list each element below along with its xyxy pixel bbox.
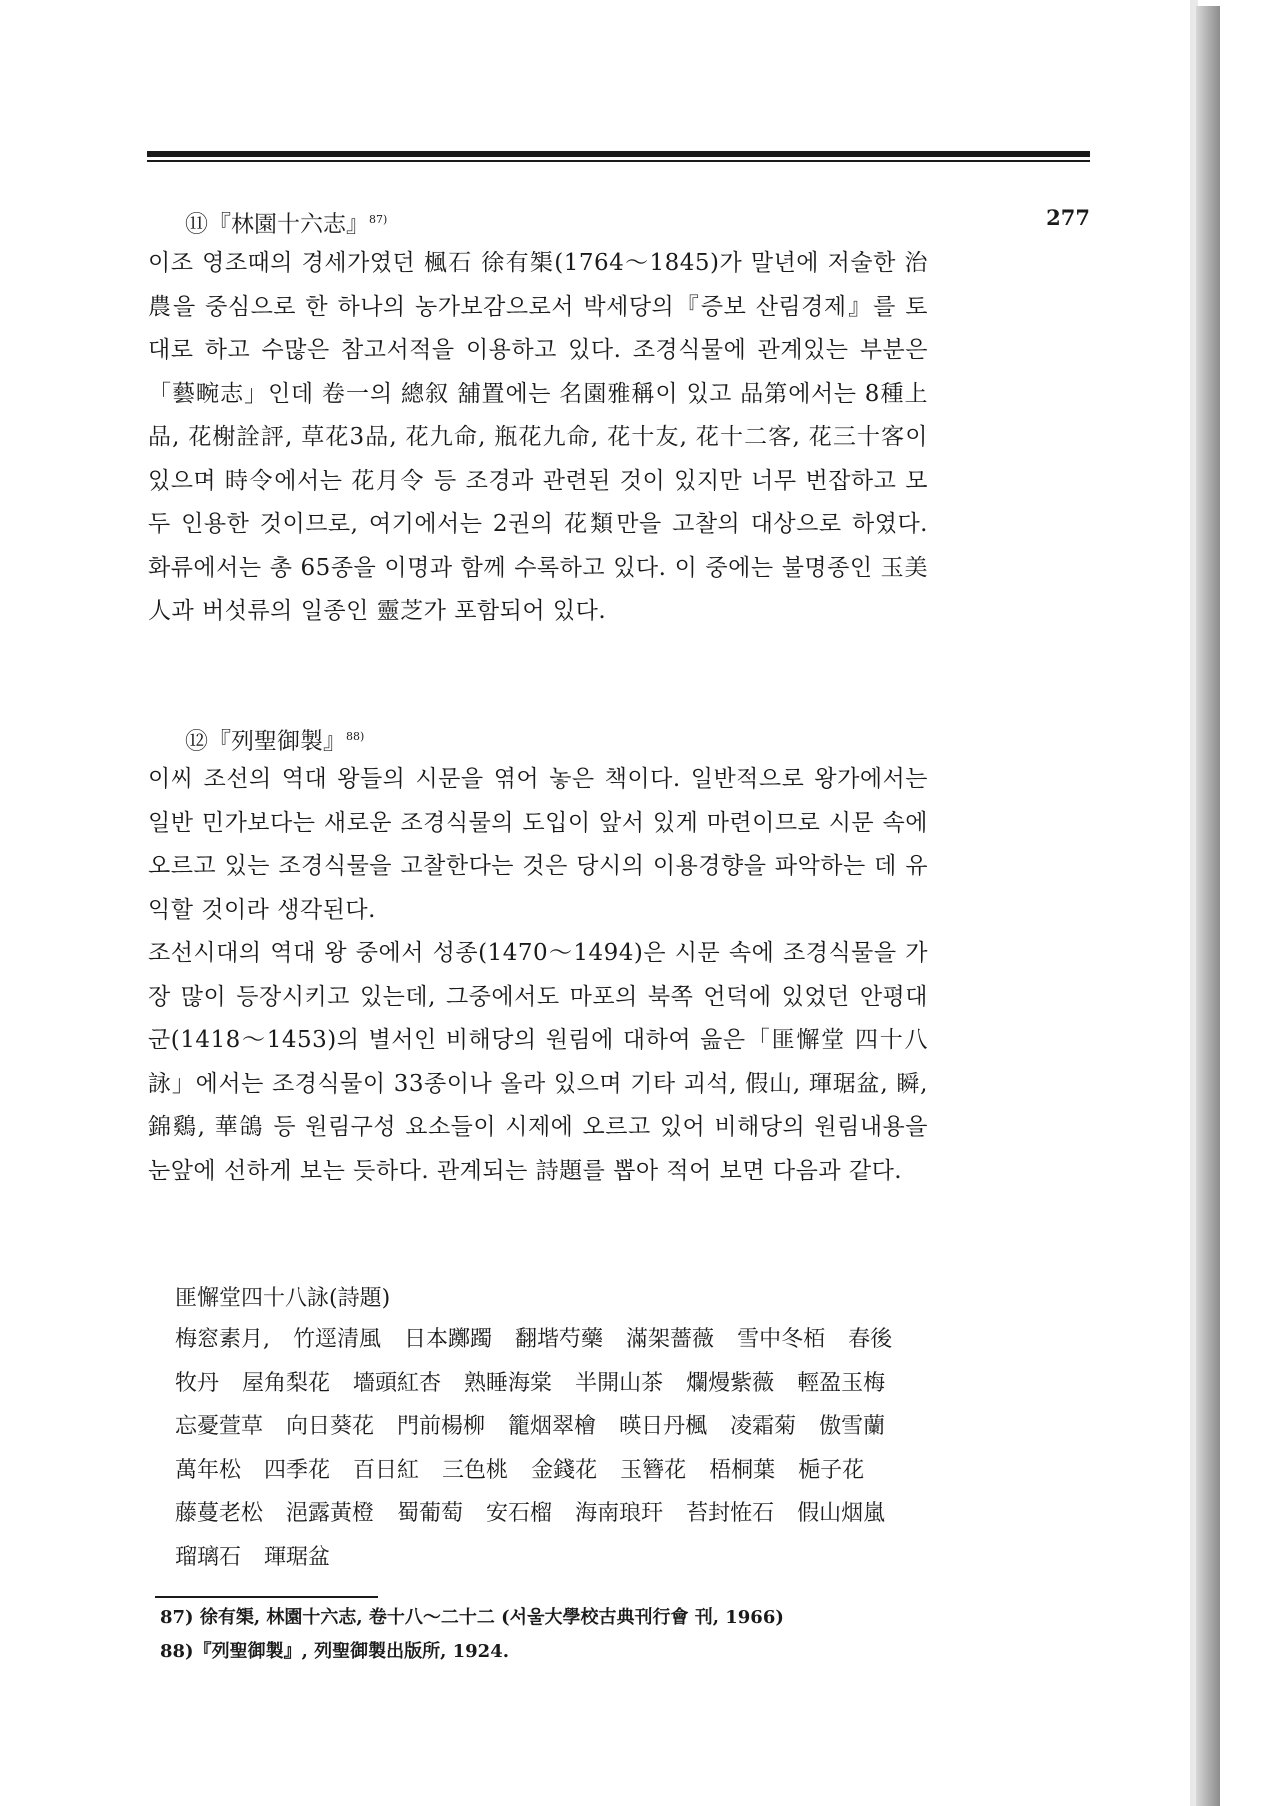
poem-title-item: 屋角梨花 <box>242 1370 331 1396</box>
poem-title-item: 滿架薔薇 <box>626 1327 715 1352</box>
poem-title-item: 玉簪花 <box>620 1457 687 1483</box>
poem-title-item: 四季花 <box>264 1457 331 1483</box>
poem-title-item: 琿琚盆 <box>264 1544 331 1570</box>
poem-title-item: 蜀葡萄 <box>397 1501 464 1526</box>
poem-title-item: 雪中冬栢 <box>737 1327 826 1352</box>
poem-title-item: 門前楊柳 <box>397 1414 486 1439</box>
poem-title-item: 翻堦芍藥 <box>515 1327 604 1352</box>
header-rule-thick <box>147 151 1090 157</box>
poem-title-item: 暎日丹楓 <box>619 1414 708 1439</box>
section-12-paragraph-2: 조선시대의 역대 왕 중에서 성종(1470～1494)은 시문 속에 조경식물을 가장 많이 등장시키고 있는데, 그중에서도 마포의 북쪽 언덕에 있었던 안평대군(1418～1453)의 별서인 비해당의 원림에 대하여 읊은「匪懈堂 四十八詠」에서는 조경식물이 33종이나 올라 있으며 기타 괴석, 假山, 琿琚盆, 瞬, 錦鷄, 華鴿 등 원림구성 요소들이 시제에 오르고 있어 비해당의 원림내용을 눈앞에 선하게 보는 듯하다. 관계되는 詩題를 뽑아 적어 보면 다음과 같다. <box>148 940 928 1184</box>
poem-title-item: 日本躑躅 <box>404 1327 493 1352</box>
poem-title-item: 萬年松 <box>175 1457 242 1483</box>
footnote-ref-88: 88) <box>346 730 365 743</box>
poem-title-item: 浥露黃橙 <box>286 1501 375 1526</box>
footnote-88: 88)『列聖御製』, 列聖御製出版所, 1924. <box>160 1641 509 1662</box>
poem-title-item: 忘憂萱草 <box>175 1414 264 1439</box>
section-12-heading <box>185 722 364 757</box>
poem-title-item: 梅窓素月, <box>175 1327 270 1352</box>
section-11-paragraph: 이조 영조때의 경세가였던 楓石 徐有榘(1764～1845)가 말년에 저술한 治農을 중심으로 한 하나의 농가보감으로서 박세당의『증보 산림경제』를 토대로 하고 수많은 참고서적을 이용하고 있다. 조경식물에 관계있는 부분은「藝畹志」인데 卷一의 總叙 舖置에는 名園雅稱이 있고 品第에서는 8種上品, 花榭詮評, 草花3品, 花九命, 瓶花九命, 花十友, 花十二客, 花三十客이 있으며 時令에서는 花月令 등 조경과 관련된 것이 있지만 너무 번잡하고 모두 인용한 것이므로, 여기에서는 2권의 花類만을 고찰의 대상으로 하였다. 화류에서는 총 65종을 이명과 함께 수록하고 있다. 이 중에는 불명종인 玉美人과 버섯류의 일종인 靈芝가 포함되어 있다. <box>148 250 928 624</box>
poem-title-item: 籠烟翠檜 <box>508 1414 597 1439</box>
poem-title-item: 墻頭紅杏 <box>353 1370 442 1396</box>
poem-title-item: 三色桃 <box>442 1457 509 1483</box>
poem-title-item: 熟睡海棠 <box>464 1370 553 1396</box>
poem-title-item: 百日紅 <box>353 1457 420 1483</box>
footnote-rule <box>155 1596 378 1598</box>
poem-title-item: 爛熳紫薇 <box>686 1370 775 1396</box>
page-number: 277 <box>1046 205 1090 230</box>
poem-title-item: 輕盈玉梅 <box>797 1370 886 1396</box>
poem-title-item: 瑠璃石 <box>175 1544 242 1570</box>
page-shadow <box>1196 6 1220 1806</box>
poem-title-item: 牧丹 <box>175 1370 220 1396</box>
poem-title-item: 向日葵花 <box>286 1414 375 1439</box>
section-12-title: ⑫『列聖御製』 <box>185 728 346 755</box>
poem-title-item: 苔封恠石 <box>686 1501 775 1526</box>
section-11-heading <box>185 205 387 240</box>
poem-title-item: 春後 <box>848 1327 893 1352</box>
header-rule-thin <box>147 160 1090 162</box>
poem-list-title: 匪懈堂四十八詠(詩題) <box>175 1286 391 1311</box>
footnote-87: 87) 徐有榘, 林園十六志, 卷十八～二十二 (서울大學校古典刊行會 刊, 1966) <box>160 1607 784 1628</box>
poem-title-item: 金錢花 <box>531 1457 598 1483</box>
poem-title-item: 藤蔓老松 <box>175 1501 264 1526</box>
poem-title-item: 梔子花 <box>798 1457 865 1483</box>
poem-title-item: 半開山茶 <box>575 1370 664 1396</box>
section-11-title: ⑪『林園十六志』 <box>185 211 369 238</box>
poem-title-item: 假山烟嵐 <box>797 1501 886 1526</box>
poem-title-item: 安石榴 <box>486 1501 553 1526</box>
poem-title-item: 海南琅玕 <box>575 1501 664 1526</box>
poem-title-item: 凌霜菊 <box>730 1414 797 1439</box>
footnote-ref-87: 87) <box>369 213 388 226</box>
poem-title-item: 梧桐葉 <box>709 1457 776 1483</box>
section-12-paragraph-1: 이씨 조선의 역대 왕들의 시문을 엮어 놓은 책이다. 일반적으로 왕가에서는 일반 민가보다는 새로운 조경식물의 도입이 앞서 있게 마련이므로 시문 속에 오르고 있는 조경식물을 고찰한다는 것은 당시의 이용경향을 파악하는 데 유익할 것이라 생각된다. <box>148 766 928 923</box>
poem-title-item: 竹逕清風 <box>293 1327 382 1352</box>
poem-list <box>175 1318 945 1579</box>
poem-title-item: 傲雪蘭 <box>819 1414 886 1439</box>
